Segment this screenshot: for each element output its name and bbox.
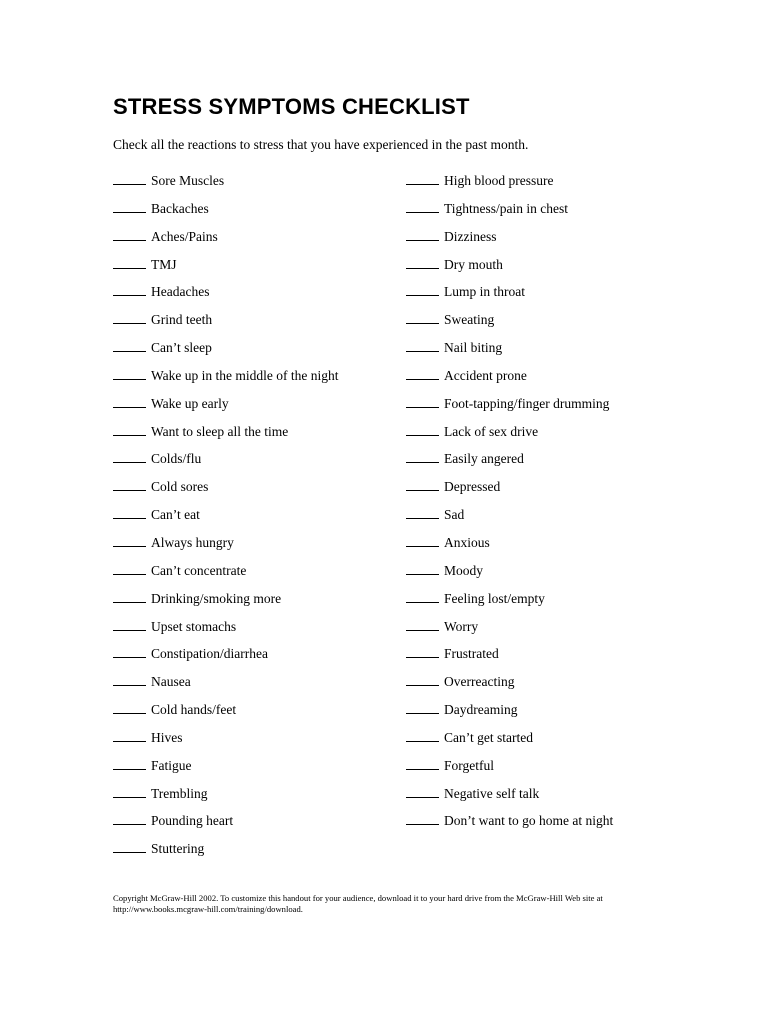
checklist-item [406,255,613,283]
symptom-label: Grind teeth [151,312,213,328]
checklist-item [406,282,613,310]
answer-blank[interactable] [406,533,439,547]
symptom-label: Want to sleep all the time [151,423,289,439]
checklist-item [113,171,339,199]
symptom-label: Pounding heart [151,813,234,829]
symptom-label: Dry mouth [444,256,503,272]
copyright-footer: Copyright McGraw-Hill 2002. To customize this handout for your audience, download it to your hard drive from the McGraw-Hill Web site at http://www.books.mcgraw-hill.com/training/download. [113,893,603,914]
symptom-label: Wake up in the middle of the night [151,367,339,383]
answer-blank[interactable] [113,839,146,853]
answer-blank[interactable] [406,255,439,269]
answer-blank[interactable] [113,394,146,408]
checklist-item [113,589,339,617]
checklist-item [113,422,339,450]
answer-blank[interactable] [406,366,439,380]
answer-blank[interactable] [406,505,439,519]
answer-blank[interactable] [113,561,146,575]
answer-blank[interactable] [406,728,439,742]
answer-blank[interactable] [113,255,146,269]
symptom-label: Worry [444,618,479,634]
checklist-item [113,366,339,394]
checklist-item [406,756,613,784]
symptom-label: Depressed [444,479,501,495]
checklist-item [113,756,339,784]
answer-blank[interactable] [113,505,146,519]
checklist-item [406,338,613,366]
symptom-label: Stuttering [151,841,205,857]
answer-blank[interactable] [406,784,439,798]
answer-blank[interactable] [113,728,146,742]
answer-blank[interactable] [406,422,439,436]
checklist-item [113,644,339,672]
symptom-label: Daydreaming [444,702,518,718]
answer-blank[interactable] [113,756,146,770]
answer-blank[interactable] [406,477,439,491]
symptom-label: Accident prone [444,367,527,383]
symptom-label: Aches/Pains [151,228,218,244]
checklist-item [406,227,613,255]
answer-blank[interactable] [113,338,146,352]
symptom-label: Fatigue [151,757,192,773]
checklist-item [113,617,339,645]
answer-blank[interactable] [113,589,146,603]
answer-blank[interactable] [406,561,439,575]
checklist-item [406,366,613,394]
checklist-item [113,561,339,589]
symptom-label: Dizziness [444,228,497,244]
answer-blank[interactable] [113,227,146,241]
page-title: STRESS SYMPTOMS CHECKLIST [113,94,470,119]
checklist-item [406,477,613,505]
checklist-item [406,533,613,561]
symptom-label: High blood pressure [444,173,554,188]
answer-blank[interactable] [406,644,439,658]
answer-blank[interactable] [113,672,146,686]
symptom-label: Nausea [151,674,191,690]
checklist-item [113,533,339,561]
answer-blank[interactable] [113,700,146,714]
checklist-item [406,422,613,450]
symptom-label: Can’t concentrate [151,562,247,578]
symptom-list-left [113,171,339,867]
symptom-label: Forgetful [444,757,494,773]
checklist-item [406,644,613,672]
checklist-item [406,728,613,756]
symptom-label: Anxious [444,534,490,550]
checklist-item [113,255,339,283]
symptom-label: Constipation/diarrhea [151,646,268,662]
symptom-label: Backaches [151,200,209,216]
symptom-label: Hives [151,729,183,745]
answer-blank[interactable] [406,617,439,631]
checklist-item [406,784,613,812]
symptom-label: Frustrated [444,646,499,662]
symptom-label: Easily angered [444,451,524,467]
symptom-label: Moody [444,562,484,578]
symptom-label: Overreacting [444,674,515,690]
answer-blank[interactable] [113,477,146,491]
symptom-label: Drinking/smoking more [151,590,282,606]
checklist-item [406,700,613,728]
checklist-item [406,394,613,422]
answer-blank[interactable] [406,199,439,213]
symptom-label: Sweating [444,312,495,328]
instructions-text: Check all the reactions to stress that you have experienced in the past month. [113,137,529,152]
checklist-item [406,199,613,227]
answer-blank[interactable] [406,589,439,603]
answer-blank[interactable] [113,644,146,658]
checklist-item [406,811,613,839]
symptom-label: Can’t get started [444,729,533,745]
symptom-label: Cold sores [151,479,209,495]
answer-blank[interactable] [113,422,146,436]
checklist-item [113,338,339,366]
symptom-label: Colds/flu [151,451,202,467]
checklist-item [113,784,339,812]
symptom-label: Upset stomachs [151,618,237,634]
answer-blank[interactable] [406,700,439,714]
checklist-item [406,589,613,617]
checklist-item [113,394,339,422]
symptom-label: Nail biting [444,340,503,356]
answer-blank[interactable] [113,199,146,213]
symptom-label: Can’t sleep [151,340,212,356]
checklist-item [113,672,339,700]
checklist-item [113,505,339,533]
symptom-label: Foot-tapping/finger drumming [444,395,610,411]
symptom-label: TMJ [151,256,177,272]
symptom-label: Lack of sex drive [444,423,539,439]
checklist-item [113,728,339,756]
symptom-label: Negative self talk [444,785,540,801]
symptom-label: Tightness/pain in chest [444,200,569,216]
symptom-label: Headaches [151,284,210,300]
answer-blank[interactable] [406,672,439,686]
answer-blank[interactable] [113,617,146,631]
checklist-item [406,310,613,338]
answer-blank[interactable] [113,449,146,463]
checklist-item [113,282,339,310]
symptom-label: Sad [444,507,465,523]
checklist-item [113,227,339,255]
symptom-label: Can’t eat [151,507,200,523]
symptom-label: Trembling [151,785,208,801]
answer-blank[interactable] [113,171,146,185]
checklist-item [113,310,339,338]
checklist-item [406,449,613,477]
symptom-label: Cold hands/feet [151,702,237,718]
answer-blank[interactable] [113,784,146,798]
answer-blank[interactable] [113,533,146,547]
answer-blank[interactable] [113,811,146,825]
symptom-label: Feeling lost/empty [444,590,545,606]
answer-blank[interactable] [113,282,146,296]
checklist-item [113,839,339,867]
answer-blank[interactable] [406,811,439,825]
checklist-item [113,811,339,839]
checklist-item [406,617,613,645]
answer-blank[interactable] [406,282,439,296]
symptom-label: Don’t want to go home at night [444,813,614,829]
answer-blank[interactable] [406,756,439,770]
answer-blank[interactable] [113,310,146,324]
symptom-label: Wake up early [151,395,229,411]
answer-blank[interactable] [406,449,439,463]
checklist-item [406,171,613,199]
checklist-item [113,700,339,728]
answer-blank[interactable] [113,366,146,380]
checklist-item [113,199,339,227]
answer-blank[interactable] [406,310,439,324]
symptom-label: Always hungry [151,534,234,550]
checklist-item [113,477,339,505]
answer-blank[interactable] [406,338,439,352]
symptom-label: Lump in throat [444,284,525,300]
checklist-item [406,672,613,700]
symptom-list-right [406,171,613,839]
checklist-item [113,449,339,477]
checklist-item [406,505,613,533]
answer-blank[interactable] [406,227,439,241]
symptom-label: Sore Muscles [151,173,225,188]
checklist-item [406,561,613,589]
answer-blank[interactable] [406,171,439,185]
answer-blank[interactable] [406,394,439,408]
